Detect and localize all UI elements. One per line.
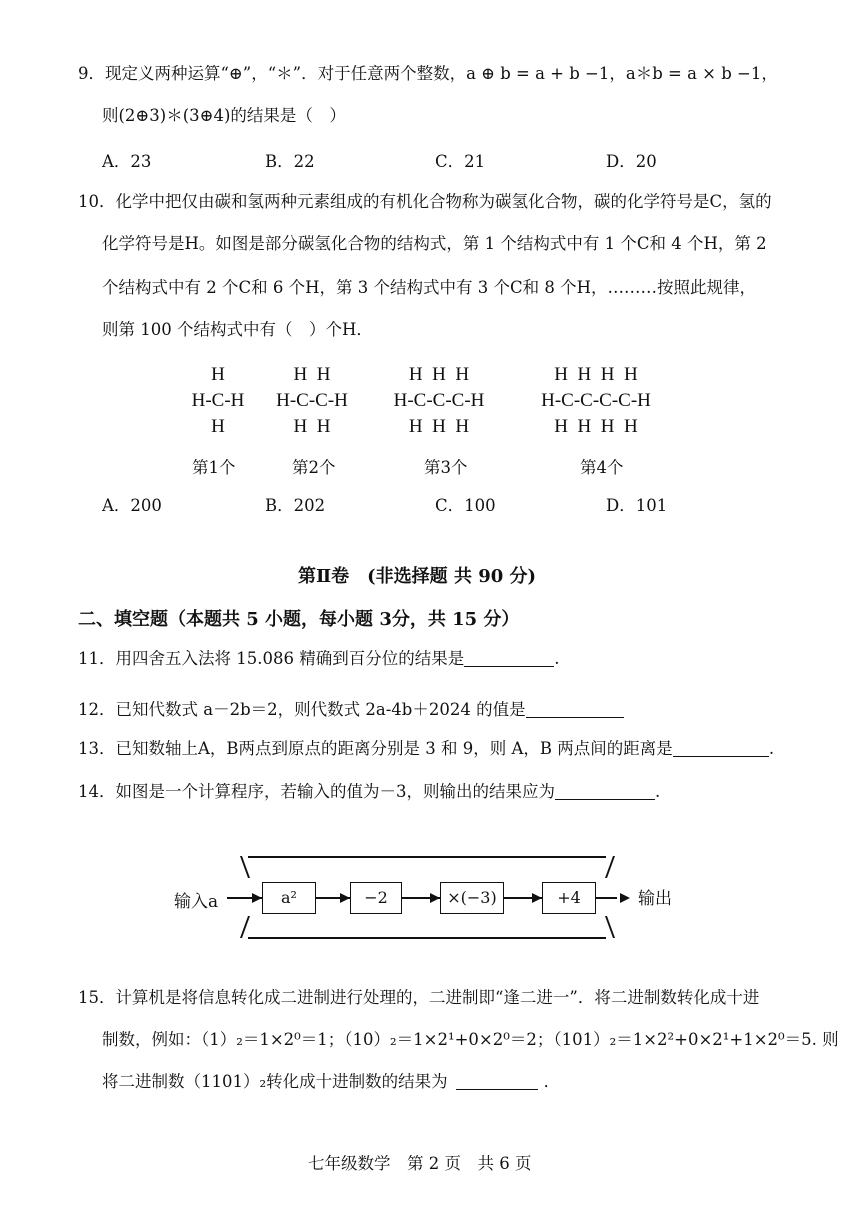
page-footer: 七年级数学 第 2 页 共 6 页 bbox=[308, 1154, 532, 1173]
structure-top-h: H H H bbox=[408, 364, 470, 385]
flow-box-square: a² bbox=[262, 882, 316, 914]
flow-box-plus-4: +4 bbox=[542, 882, 596, 914]
flow-loop-top bbox=[248, 856, 606, 858]
flow-loop-left-down bbox=[240, 916, 250, 938]
hydrocarbon-structure-4 bbox=[516, 362, 676, 440]
structure-caption-3: 第3个 bbox=[424, 458, 468, 477]
flow-input-label: 输入a bbox=[174, 892, 219, 912]
section-title: 第Ⅱ卷 (非选择题 共 90 分) bbox=[298, 566, 537, 587]
q9-line1: 9．现定义两种运算“⊕”，“＊”．对于任意两个整数，a ⊕ b = a + b −1，a＊b = a × b −1， bbox=[78, 64, 778, 83]
q9-option-c: C．21 bbox=[435, 152, 486, 171]
section-heading: 二、填空题（本题共 5 小题，每小题 3分，共 15 分） bbox=[78, 609, 520, 630]
q12-prompt: 12．已知代数式 a－2b＝2，则代数式 2a-4b＋2024 的值是 bbox=[78, 700, 526, 719]
q15-line2: 制数，例如：（1）₂＝1×2⁰＝1；（10）₂＝1×2¹+0×2⁰＝2；（101）₂＝1×2²+0×2¹+1×2⁰＝5. 则 bbox=[102, 1030, 839, 1049]
q14-prompt: 14．如图是一个计算程序，若输入的值为－3，则输出的结果应为 bbox=[78, 782, 555, 801]
q10-option-b: B．202 bbox=[265, 496, 326, 515]
structure-caption-4: 第4个 bbox=[580, 458, 624, 477]
flow-loop-left-up bbox=[240, 856, 250, 878]
hydrocarbon-structure-2 bbox=[260, 362, 364, 440]
q15-line1: 15．计算机是将信息转化成二进制进行处理的，二进制即“逢二进一”．将二进制数转化成十进 bbox=[78, 988, 760, 1007]
q11-prompt: 11．用四舍五入法将 15.086 精确到百分位的结果是 bbox=[78, 649, 465, 668]
flow-arrow-4 bbox=[532, 893, 542, 903]
q9-option-b: B．22 bbox=[265, 152, 315, 171]
q14-text bbox=[78, 780, 660, 804]
structure-bottom-h: H bbox=[211, 416, 225, 437]
flow-loop-right-down bbox=[605, 916, 615, 938]
q13-text bbox=[78, 737, 774, 761]
q9-option-d: D．20 bbox=[606, 152, 657, 171]
flow-arrow-2 bbox=[340, 893, 350, 903]
structure-middle: H-C-H bbox=[191, 390, 245, 411]
q15-line3 bbox=[102, 1070, 560, 1094]
q10-line3: 个结构式中有 2 个C和 6 个H，第 3 个结构式中有 3 个C和 8 个H，………按照此规律， bbox=[102, 278, 756, 297]
structure-middle: H-C-C-C-C-H bbox=[541, 390, 651, 411]
q11-answer-blank[interactable] bbox=[464, 648, 554, 667]
structure-caption-2: 第2个 bbox=[292, 458, 336, 477]
flow-arrow-1 bbox=[252, 893, 262, 903]
structure-middle: H-C-C-H bbox=[276, 390, 348, 411]
q10-line4: 则第 100 个结构式中有（ ）个H． bbox=[102, 320, 373, 339]
q11-text bbox=[78, 647, 559, 671]
q10-option-c: C．100 bbox=[435, 496, 496, 515]
q13-answer-blank[interactable] bbox=[673, 738, 769, 757]
flow-loop-bottom bbox=[248, 937, 606, 939]
q10-option-a: A．200 bbox=[102, 496, 162, 515]
structure-middle: H-C-C-C-H bbox=[393, 390, 485, 411]
structure-bottom-h: H H bbox=[293, 416, 331, 437]
q13-end: . bbox=[768, 739, 775, 758]
structure-bottom-h: H H H H bbox=[554, 416, 638, 437]
structure-top-h: H bbox=[211, 364, 225, 385]
structure-top-h: H H bbox=[293, 364, 331, 385]
flow-arrow-output bbox=[620, 893, 630, 903]
flow-box-minus-2: −2 bbox=[350, 882, 402, 914]
q15-end: ． bbox=[543, 1072, 561, 1091]
structure-caption-1: 第1个 bbox=[192, 458, 236, 477]
q9-option-a: A．23 bbox=[102, 152, 152, 171]
q11-end: . bbox=[554, 649, 560, 668]
structure-top-h: H H H H bbox=[554, 364, 638, 385]
q12-text bbox=[78, 698, 624, 722]
q14-answer-blank[interactable] bbox=[555, 781, 655, 800]
q14-end: . bbox=[655, 782, 661, 801]
q9-line2: 则(2⊕3)＊(3⊕4)的结果是（ ） bbox=[102, 106, 346, 125]
flow-output-label: 输出 bbox=[638, 889, 672, 909]
hydrocarbon-structure-1 bbox=[178, 362, 258, 440]
flow-loop-right-up bbox=[605, 856, 615, 878]
q10-option-d: D．101 bbox=[606, 496, 668, 515]
q15-prompt: 将二进制数（1101）₂转化成十进制数的结果为 bbox=[102, 1072, 448, 1091]
q10-line2: 化学符号是H。如图是部分碳氢化合物的结构式，第 1 个结构式中有 1 个C和 4 个H，第 2 bbox=[102, 234, 767, 253]
q13-prompt: 13．已知数轴上A，B两点到原点的距离分别是 3 和 9，则 A，B 两点间的距离是 bbox=[78, 739, 673, 758]
hydrocarbon-structure-3 bbox=[374, 362, 504, 440]
q10-line1: 10．化学中把仅由碳和氢两种元素组成的有机化合物称为碳氢化合物，碳的化学符号是C，氢的 bbox=[78, 192, 772, 211]
q12-answer-blank[interactable] bbox=[526, 699, 624, 718]
structure-bottom-h: H H H bbox=[408, 416, 470, 437]
flow-box-times-neg3: ×(−3) bbox=[440, 882, 504, 914]
q15-answer-blank[interactable] bbox=[456, 1071, 538, 1090]
flow-arrow-3 bbox=[430, 893, 440, 903]
